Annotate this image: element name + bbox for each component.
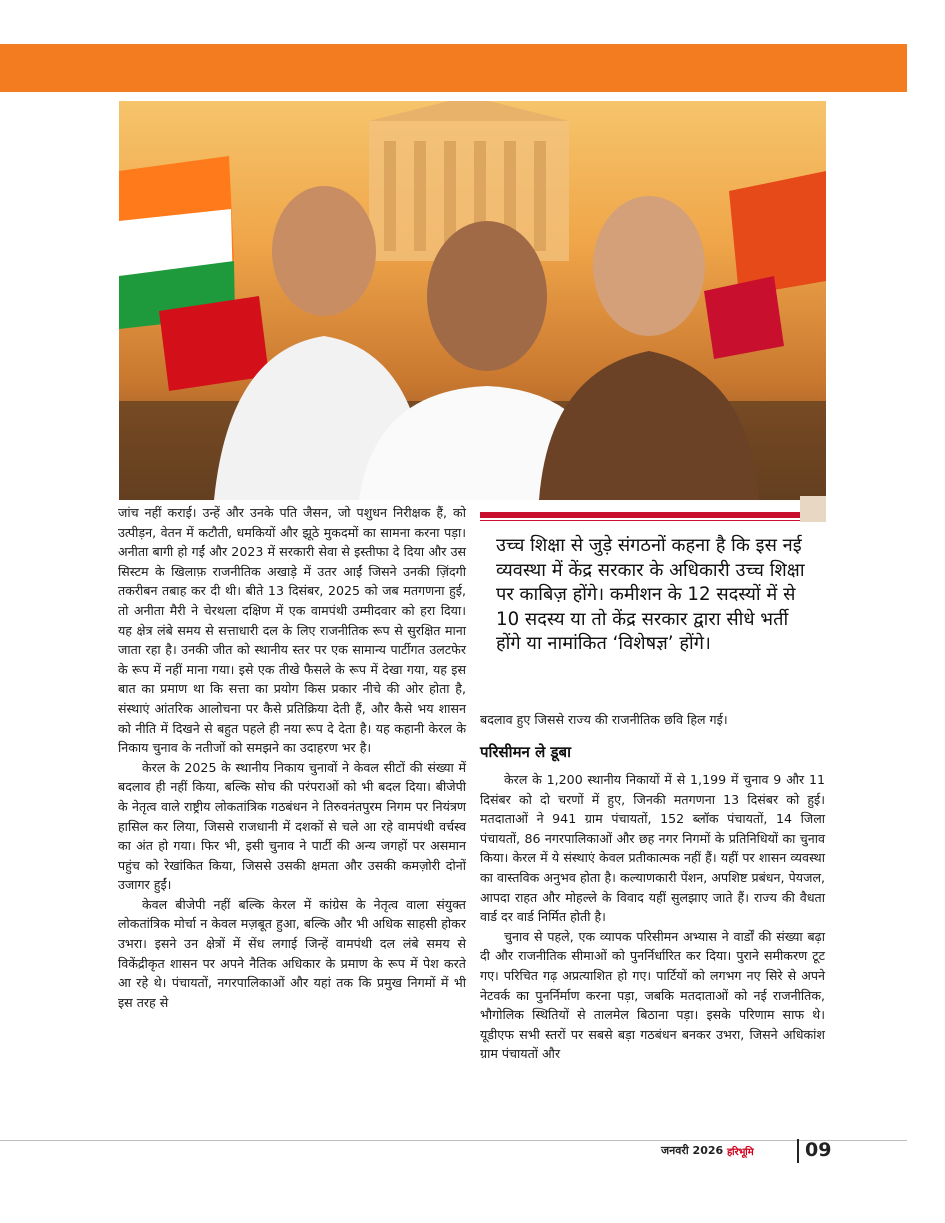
pull-quote-rule-thin [480, 520, 800, 521]
pull-quote: उच्च शिक्षा से जुड़े संगठनों कहना है कि इस नई व्यवस्था में केंद्र सरकार के अधिकारी उच्च शिक्षा पर काबिज़ होंगे। कमीशन के 12 सदस्यों में से 10 सदस्य या तो केंद्र सरकार द्वारा सीधे भर्ती होंगे या नामांकित ‘विशेषज्ञ’ होंगे। [496, 535, 805, 655]
left-red-flag [159, 296, 269, 391]
cover-illustration [119, 101, 826, 500]
right-red-flag [704, 276, 784, 359]
footer-rule [0, 1140, 907, 1141]
right-article-column [480, 770, 825, 1064]
continued-line: बदलाव हुए जिससे राज्य की राजनीतिक छवि हिल गई। [480, 712, 728, 727]
footer-separator [797, 1139, 799, 1163]
pull-quote-rule [480, 512, 800, 518]
top-orange-band [0, 44, 907, 92]
publication-logo: हरिभूमि [727, 1147, 754, 1158]
issue-date: जनवरी 2026 [661, 1144, 724, 1157]
section-subheading: परिसीमन ले डूबा [480, 743, 571, 761]
article-paragraph: जांच नहीं कराई। उन्हें और उनके पति जैसन, जो पशुधन निरीक्षक हैं, को उत्पीड़न, वेतन में कटौती, धमकियों और झूठे मुकदमों का सामना करना पड़ा। अनीता बागी हो गईं और 2023 में सरकारी सेवा से इस्तीफा दे दिया और उस सिस्टम के खिलाफ़ राजनीतिक अखाड़े में उतर आईं जिसने उनकी ज़िंदगी तकरीबन तबाह कर दी थी। बीते 13 दिसंबर, 2025 को जब मतगणना हुई, तो अनीता मैरी ने चेरथला दक्षिण में एक वामपंथी उम्मीदवार को हरा दिया। यह क्षेत्र लंबे समय से सत्ताधारी दल के लिए राजनीतिक रूप से सुरक्षित माना जाता रहा है। उनकी जीत को स्थानीय स्तर पर एक सामान्य पार्टीगत उलटफेर के रूप में नहीं माना गया। इसे एक तीखे फैसले के रूप में देखा गया, यह इस बात का प्रमाण था कि सत्ता का प्रयोग किस प्रकार नीचे की ओर होता है, संस्थाएं आंतरिक आलोचना पर कैसे प्रतिक्रिया देती हैं, और कैसे भय शासन को नीति में दिखने से बहुत पहले ही नया रूप दे देता है। यह कहानी केरल के निकाय चुनाव के नतीजों को समझने का उदाहरण भर है। [118, 505, 466, 756]
article-paragraph: चुनाव से पहले, एक व्यापक परिसीमन अभ्यास ने वार्डों की संख्या बढ़ा दी और राजनीतिक सीमाओं को पुनर्निर्धारित कर दिया। पुराने समीकरण टूट गए। परिचित गढ़ अप्रत्याशित हो गए। पार्टियों को लगभग नए सिरे से अपने नेटवर्क का पुनर्निर्माण करना पड़ा, जबकि मतदाताओं को नई राजनीतिक, भौगोलिक स्थितियों से तालमेल बिठाना पड़ा। इसके परिणाम साफ थे। यूडीएफ सभी स्तरों पर सबसे बड़ा गठबंधन बनकर उभरा, जिसने अधिकांश ग्राम पंचायतों और [480, 928, 825, 1062]
political-leaders-illustration [119, 101, 826, 500]
left-article-column [118, 503, 466, 1012]
bjp-flag [729, 171, 826, 296]
article-paragraph: केरल के 1,200 स्थानीय निकायों में से 1,199 में चुनाव 9 और 11 दिसंबर को दो चरणों में हुए, जिनकी मतगणना 13 दिसंबर को हुई। मतदाताओं ने 941 ग्राम पंचायतों, 152 ब्लॉक पंचायतों, 14 जिला पंचायतों, 86 नगरपालिकाओं और छह नगर निगमों के प्रतिनिधियों का चुनाव किया। केरल में ये संस्थाएं केवल प्रतीकात्मक नहीं हैं। यहीं पर शासन व्यवस्था का वास्तविक अनुभव होता है। कल्याणकारी पेंशन, अपशिष्ट प्रबंधन, पेयजल, आपदा राहत और मोहल्ले के विवाद यहीं सुलझाए जाते हैं। राज्य की वैधता वार्ड दर वार्ड निर्मित होती है। [480, 772, 825, 925]
article-paragraph: केवल बीजेपी नहीं बल्कि केरल में कांग्रेस के नेतृत्व वाला संयुक्त लोकतांत्रिक मोर्चा न केवल मज़बूत हुआ, बल्कि और भी अधिक साहसी होकर उभरा। इसने उन क्षेत्रों में सेंध लगाई जिन्हें वामपंथी दल लंबे समय से विकेंद्रीकृत शासन पर अपने नैतिक अधिकार के प्रमाण के रूप में पेश करते आ रहे थे। पंचायतों, नगरपालिकाओं और यहां तक कि प्रमुख निगमों में भी इस तरह से [118, 896, 466, 1010]
article-paragraph: केरल के 2025 के स्थानीय निकाय चुनावों ने केवल सीटों की संख्या में बदलाव ही नहीं किया, बल्कि सोच की परंपराओं को भी बदल दिया। बीजेपी के नेतृत्व वाले राष्ट्रीय लोकतांत्रिक गठबंधन ने तिरुवनंतपुरम निगम पर नियंत्रण हासिल कर लिया, जिससे राजधानी में दशकों से चले आ रहे वामपंथी वर्चस्व का अंत हो गया। फिर भी, इसी चुनाव ने पार्टी की अन्य जगहों पर असमान पहुंच को रेखांकित किया, जिससे उसकी क्षमता और उसकी कमज़ोरी दोनों उजागर हुईं। [118, 759, 466, 893]
page-number: 09 [805, 1139, 832, 1161]
pull-quote-corner-block [800, 496, 826, 522]
